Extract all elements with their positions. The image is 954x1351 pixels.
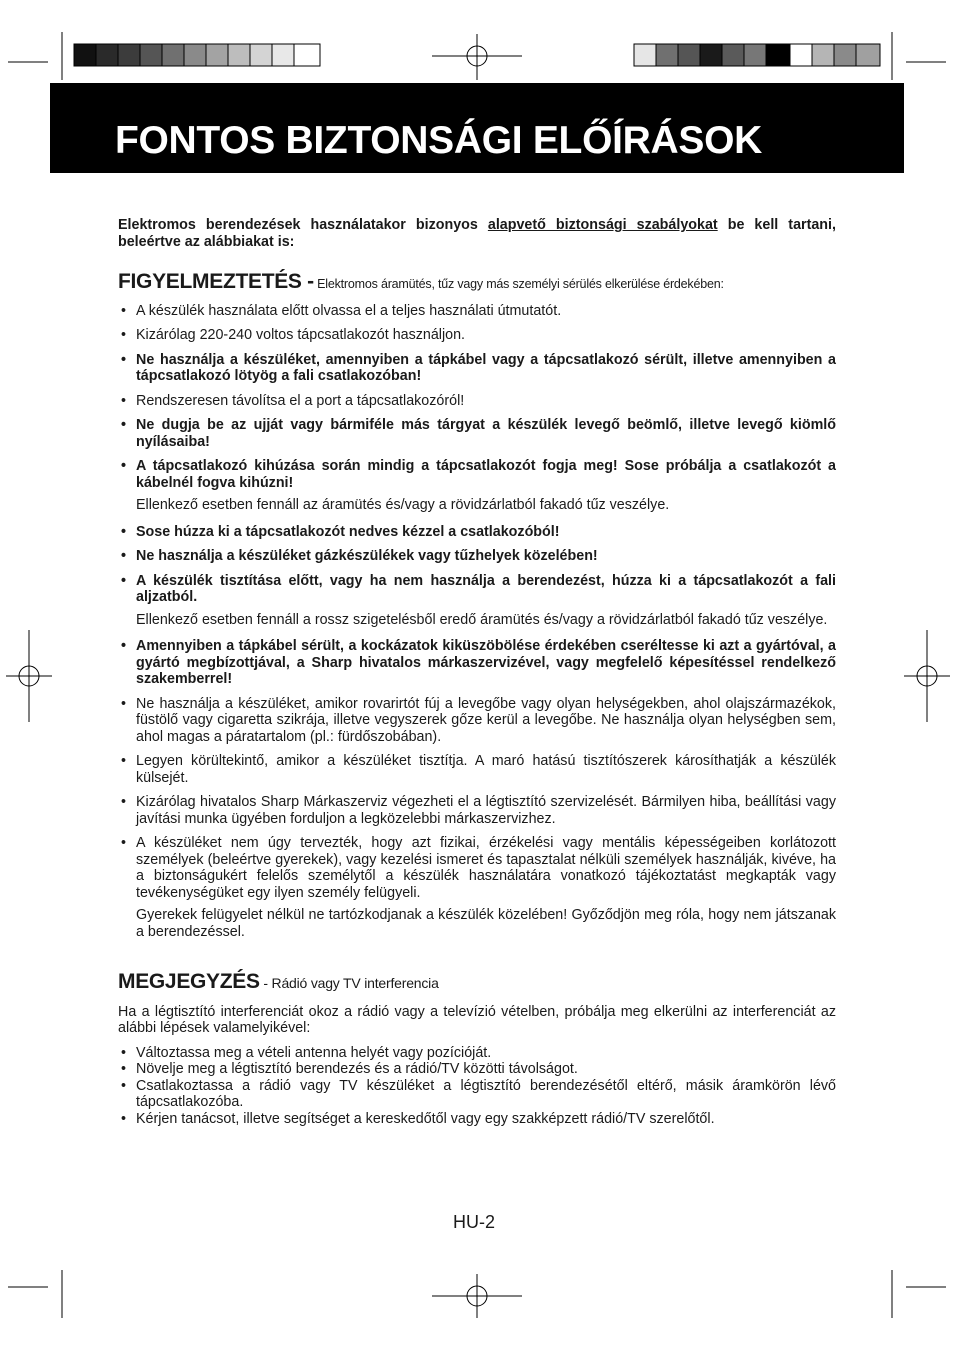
warning-list xyxy=(118,303,836,492)
page-title: FONTOS BIZTONSÁGI ELŐÍRÁSOK xyxy=(115,119,762,162)
bullet: • xyxy=(121,638,127,654)
note-item: • Kérjen tanácsot, illetve segítséget a kereskedőtől vagy egy szakképzett rádió/TV szerelőtől. xyxy=(121,1110,715,1127)
bullet: • xyxy=(121,523,127,540)
intro-underlined: alapvető biztonsági szabályokat xyxy=(487,217,718,233)
warning-item: • Kizárólag hivatalos Sharp Márkaszerviz végezheti el a légtisztító szervizelését. Bármilyen hiba, beállítási vagy javítási munka ügyében forduljon a legközelebbi márkaszervizhez. xyxy=(121,794,836,827)
bullet: • xyxy=(121,835,127,851)
warning-item: • A tápcsatlakozó kihúzása során mindig a tápcsatlakozót fogja meg! Sose próbálja a csatlakozót a kábelnél fogva kihúzni! xyxy=(121,458,836,491)
bullet: • xyxy=(121,753,127,769)
note-list xyxy=(118,1045,836,1128)
note-item: • Növelje meg a légtisztító berendezés és a rádió/TV közötti távolságot. xyxy=(121,1061,578,1077)
intro-text-before: Elektromos berendezések használatakor bizonyos xyxy=(118,217,488,233)
bullet: • xyxy=(121,458,127,474)
bullet: • xyxy=(121,417,127,433)
bullet: • xyxy=(121,1061,127,1077)
warning-note: Gyerekek felügyelet nélkül ne tartózkodjanak a készülék közelében! Győződjön meg róla, hogy nem játszanak a berendezéssel. xyxy=(136,907,836,940)
page-number: HU-2 xyxy=(453,1212,496,1232)
bullet: • xyxy=(121,392,127,409)
warning-note: Ellenkező esetben fennáll a rossz szigetelésből eredő áramütés és/vagy a rövidzárlatból fakadó tűz veszélye. xyxy=(136,611,828,628)
bullet: • xyxy=(121,1077,127,1094)
warning-list-2 xyxy=(118,524,836,606)
title-banner xyxy=(50,83,904,173)
main-content xyxy=(118,217,836,1127)
warning-heading: FIGYELMEZTETÉS - xyxy=(118,270,314,293)
bullet: • xyxy=(121,572,127,589)
warning-item: • A készülék tisztítása előtt, vagy ha nem használja a berendezést, húzza ki a tápcsatlakozót a fali aljzatból. xyxy=(121,572,836,605)
warning-item: • Rendszeresen távolítsa el a port a tápcsatlakozóról! xyxy=(121,392,465,409)
intro-text-after: be kell tartani, beleértve az alábbiakat is: xyxy=(118,217,836,250)
bullet: • xyxy=(121,327,127,343)
warning-item: • Ne használja a készüléket, amennyiben a tápkábel vagy a tápcsatlakozó sérült, illetve amennyiben a tápcsatlakozó lötyög a fali csatlakozóban! xyxy=(121,351,836,384)
warning-item: • Legyen körültekintő, amikor a készüléket tisztítja. A maró hatású tisztítószerek károsíthatják a készülék külsejét. xyxy=(121,753,836,786)
warning-item: • Sose húzza ki a tápcsatlakozót nedves kézzel a csatlakozóból! xyxy=(121,523,560,540)
note-item: • Változtassa meg a vételi antenna helyét vagy pozícióját. xyxy=(121,1044,492,1061)
warning-item: • A készülék használata előtt olvassa el a teljes használati útmutatót. xyxy=(121,302,562,319)
bullet: • xyxy=(121,695,127,712)
note-heading: MEGJEGYZÉS xyxy=(118,970,260,993)
warning-note: Ellenkező esetben fennáll az áramütés és/vagy a rövidzárlatból fakadó tűz veszélye. xyxy=(136,497,670,513)
warning-item: • Kizárólag 220-240 voltos tápcsatlakozót használjon. xyxy=(121,327,466,343)
bullet: • xyxy=(121,1044,127,1061)
warning-subtitle: Elektromos áramütés, tűz vagy más személyi sérülés elkerülése érdekében: xyxy=(313,277,724,291)
intro-paragraph xyxy=(118,217,836,250)
warning-item: • A készüléket nem úgy tervezték, hogy azt fizikai, érzékelési vagy mentális képességeiben korlátozott személyek (beleértve gyerekek), vagy kezelési ismeret és tapasztalat nélküli személyek használják, kivéve, ha a biztonságukért felelős személytől a készülék használatára vonatkozó tájékoztatást megkapták vagy tevékenységüket egy ilyen személy felügyeli. xyxy=(121,835,836,901)
bullet: • xyxy=(121,548,127,564)
note-header xyxy=(118,970,836,993)
warning-list-3 xyxy=(118,638,836,901)
warning-item: • Ne használja a készüléket, amikor rovarirtót fúj a levegőbe vagy olyan helységekben, ahol olajszármazékok, füstölő vagy cigaretta szikrája, illetve vegyszerek gőze kerül a levegőbe. Ne használja olyan helységben sem, ahol magas a páratartalom (pl.: fürdőszobában). xyxy=(121,695,836,745)
bullet: • xyxy=(121,794,127,810)
bullet: • xyxy=(121,302,127,319)
warning-item: • Ne használja a készüléket gázkészülékek vagy tűzhelyek közelében! xyxy=(121,548,598,564)
bullet: • xyxy=(121,1110,127,1127)
note-item: • Csatlakoztassa a rádió vagy TV készüléket a légtisztító berendezésétől eltérő, másik áramkörön lévő tápcsatlakozóba. xyxy=(121,1077,836,1110)
note-paragraph: Ha a légtisztító interferenciát okoz a rádió vagy a televízió vételben, próbálja meg elkerülni az interferenciát az alábbi lépések valamelyikével: xyxy=(118,1003,836,1036)
warning-header xyxy=(118,270,836,293)
bullet: • xyxy=(121,351,127,368)
warning-item: • Ne dugja be az ujját vagy bármiféle más tárgyat a készülék levegő beömlő, illetve levegő kiömlő nyílásaiba! xyxy=(121,417,836,450)
warning-item: • Amennyiben a tápkábel sérült, a kockázatok kiküszöbölése érdekében cseréltesse ki azt a gyártóval, a gyártó megbízottjával, a Sharp hivatalos márkaszervizével, vagy megfelelő képesítéssel rendelkező szakemberrel! xyxy=(121,638,836,687)
note-subtitle: - Rádió vagy TV interferencia xyxy=(259,975,439,991)
